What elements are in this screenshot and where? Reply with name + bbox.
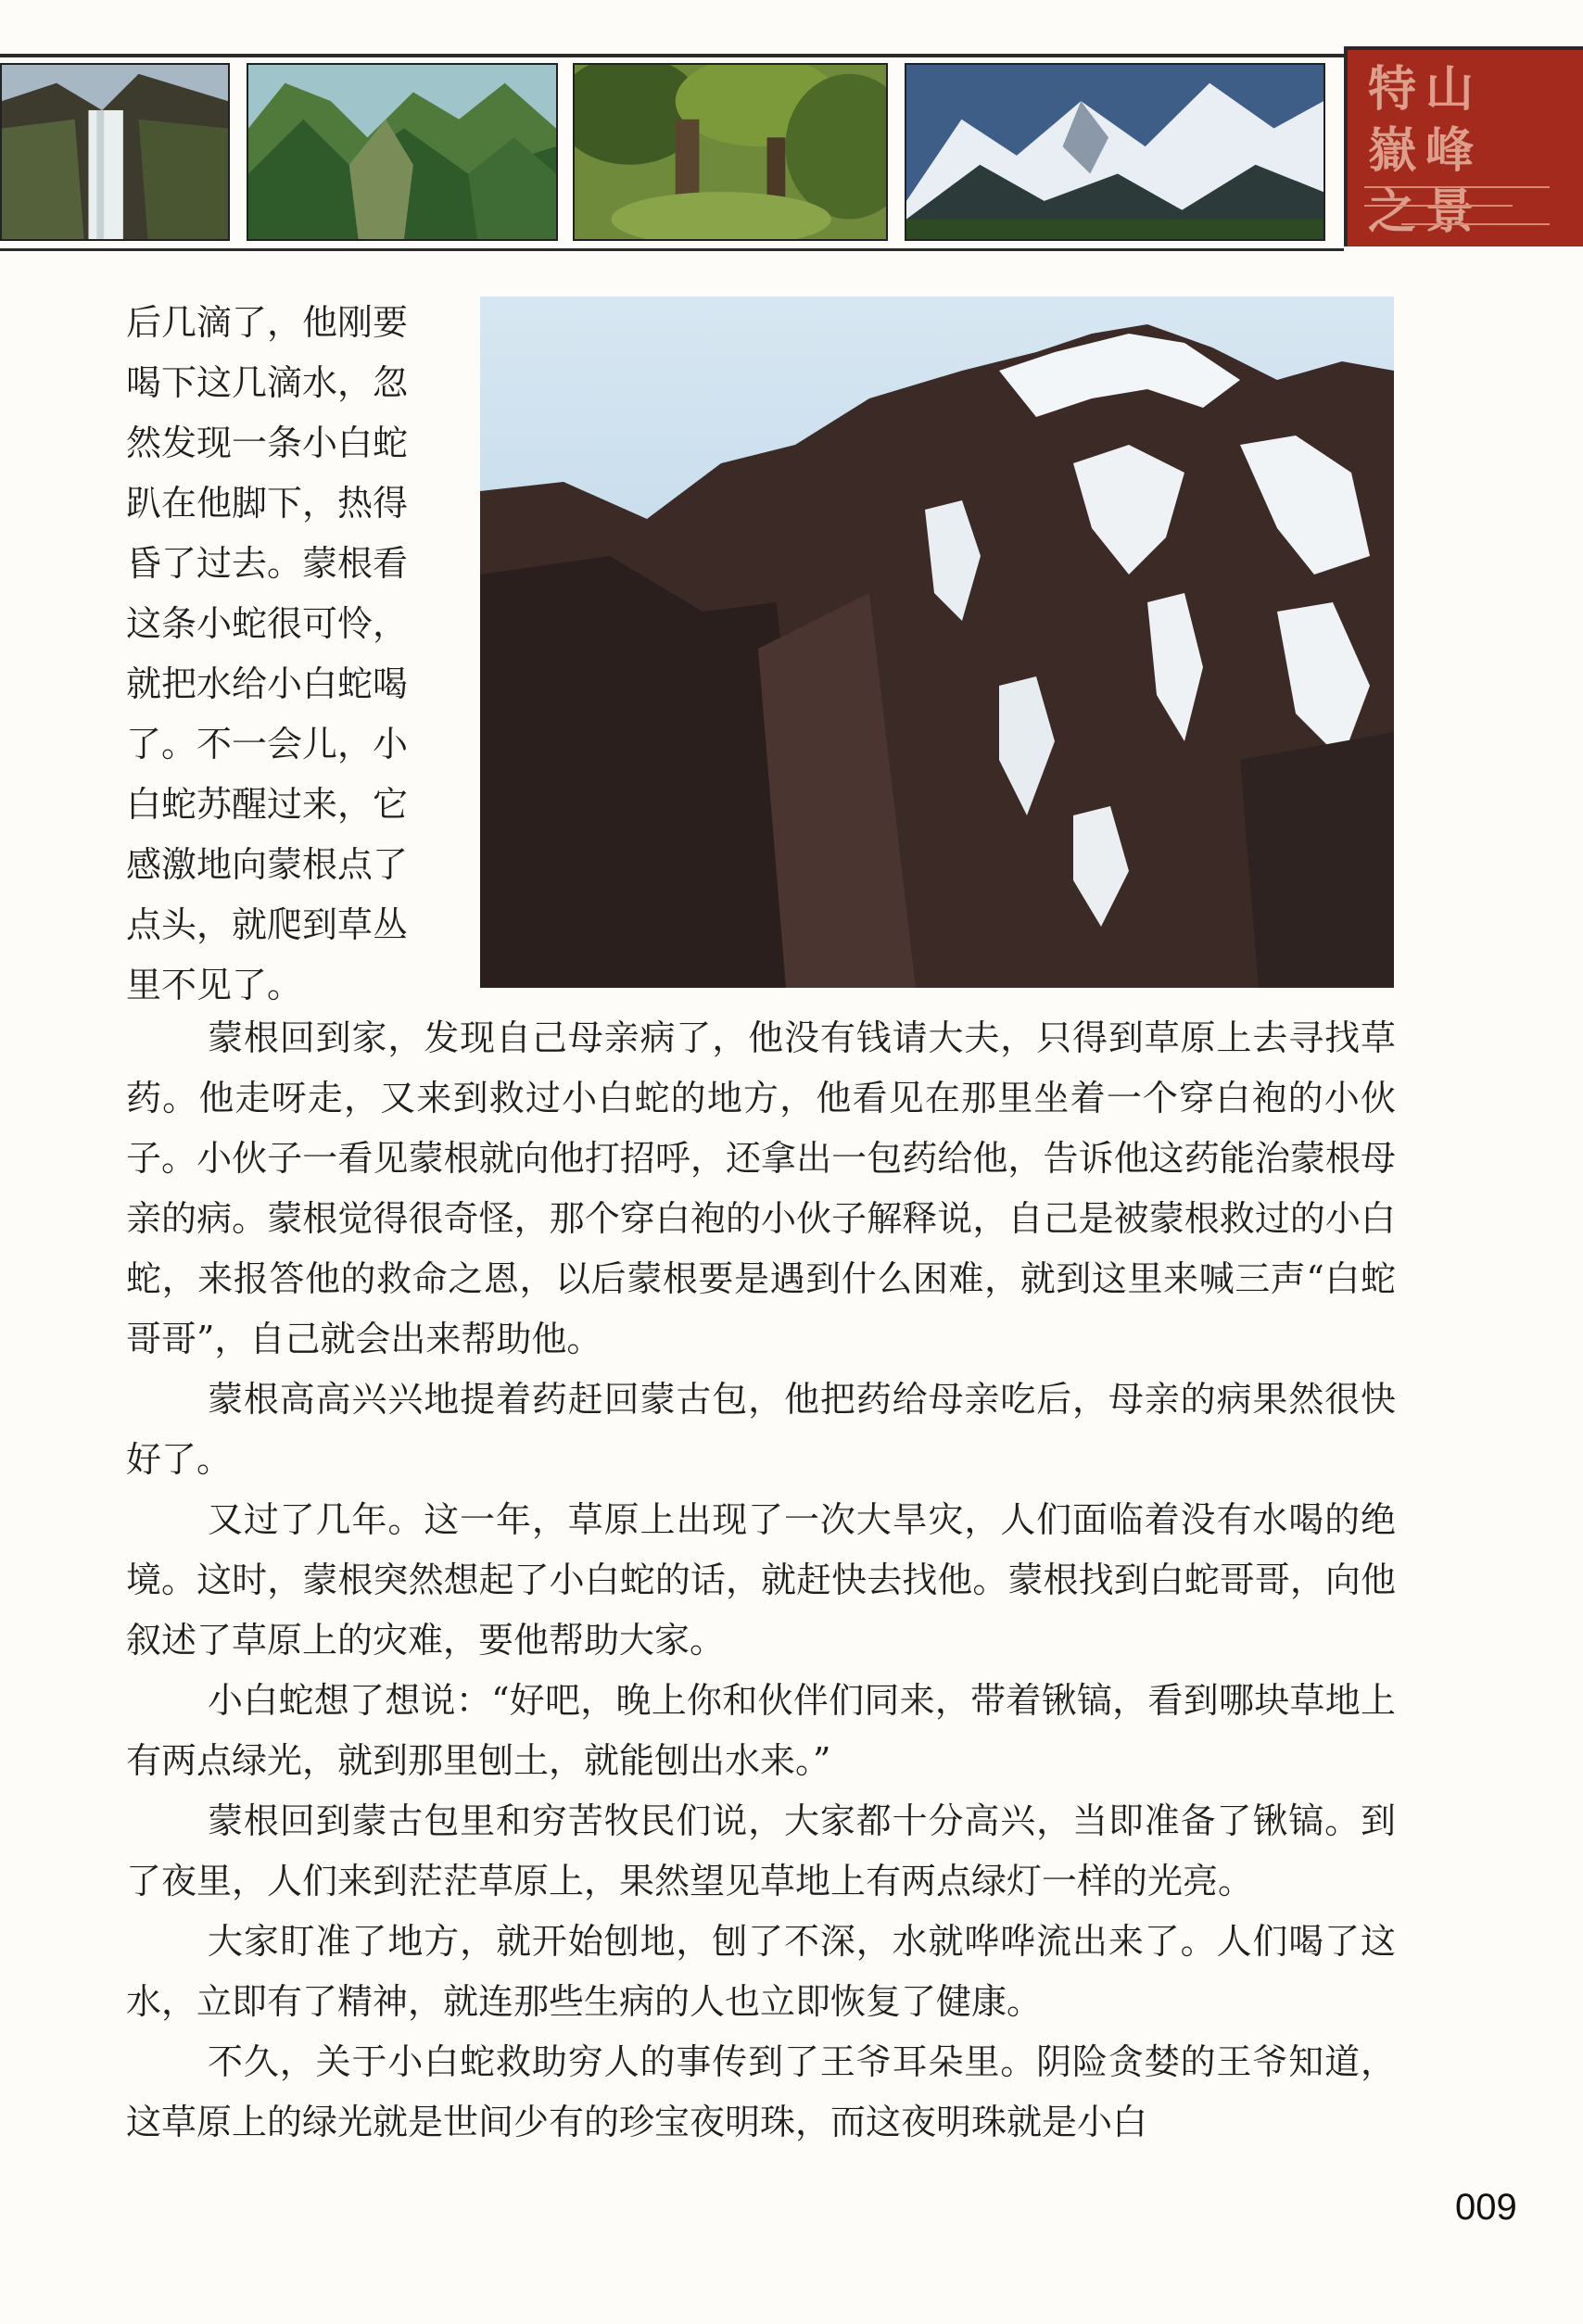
snowy-mountains-photo bbox=[905, 63, 1325, 241]
header-rule-bottom bbox=[0, 248, 1344, 251]
waterfall-photo bbox=[0, 63, 230, 241]
text-line: 白蛇苏醒过来，它 bbox=[126, 784, 409, 825]
text-line: 喝下这几滴水，忽 bbox=[126, 362, 409, 403]
text-line: 昏了过去。蒙根看 bbox=[126, 543, 409, 584]
paragraph: 小白蛇想了想说：“好吧，晚上你和伙伴们同来，带着锹镐，看到哪块草地上有两点绿光，就到那里刨土，就能刨出水来。” bbox=[126, 1680, 1396, 1781]
paragraph: 蒙根高高兴兴地提着药赶回蒙古包，他把药给母亲吃后，母亲的病果然很快好了。 bbox=[126, 1379, 1396, 1480]
text-line: 了。不一会儿，小 bbox=[126, 724, 409, 764]
series-logo-mark bbox=[1364, 178, 1550, 234]
text-line: 里不见了。 bbox=[126, 965, 303, 1005]
narrow-text-column bbox=[126, 293, 460, 1016]
snowy-mountain-ridge-photo bbox=[480, 297, 1394, 988]
page-number: 009 bbox=[1455, 2187, 1517, 2228]
series-title-tab bbox=[1344, 46, 1583, 246]
paragraph: 不久，关于小白蛇救助穷人的事传到了王爷耳朵里。阴险贪婪的王爷知道，这草原上的绿光就是世间少有的珍宝夜明珠，而这夜明珠就是小白 bbox=[126, 2041, 1396, 2142]
green-peaks-photo bbox=[247, 63, 558, 241]
text-line: 就把水给小白蛇喝 bbox=[126, 663, 409, 704]
paragraph: 又过了几年。这一年，草原上出现了一次大旱灾，人们面临着没有水喝的绝境。这时，蒙根突然想起了小白蛇的话，就赶快去找他。蒙根找到白蛇哥哥，向他叙述了草原上的灾难，要他帮助大家。 bbox=[126, 1499, 1396, 1661]
series-title: 特山嶽峰之景 bbox=[1368, 61, 1484, 240]
paragraph: 蒙根回到家，发现自己母亲病了，他没有钱请大夫，只得到草原上去寻找草药。他走呀走，又来到救过小白蛇的地方，他看见在那里坐着一个穿白袍的小伙子。小伙子一看见蒙根就向他打招呼，还拿出一包药给他，告诉他这药能治蒙根母亲的病。蒙根觉得很奇怪，那个穿白袍的小伙子解释说，自己是被蒙根救过的小白蛇，来报答他的救命之恩，以后蒙根要是遇到什么困难，就到这里来喊三声“白蛇哥哥”，自己就会出来帮助他。 bbox=[126, 1017, 1396, 1359]
text-line: 趴在他脚下，热得 bbox=[126, 483, 409, 524]
text-line: 这条小蛇很可怜， bbox=[126, 603, 409, 644]
body-text bbox=[126, 1008, 1396, 2153]
text-line: 后几滴了，他刚要 bbox=[126, 302, 409, 343]
forest-trees-photo bbox=[573, 63, 888, 241]
header-rule-top bbox=[0, 54, 1344, 57]
text-line: 然发现一条小白蛇 bbox=[126, 423, 409, 463]
paragraph: 蒙根回到蒙古包里和穷苦牧民们说，大家都十分高兴，当即准备了锹镐。到了夜里，人们来到茫茫草原上，果然望见草地上有两点绿灯一样的光亮。 bbox=[126, 1800, 1396, 1901]
text-line: 感激地向蒙根点了 bbox=[126, 844, 409, 885]
paragraph: 大家盯准了地方，就开始刨地，刨了不深，水就哗哗流出来了。人们喝了这水，立即有了精神，就连那些生病的人也立即恢复了健康。 bbox=[126, 1921, 1396, 2022]
text-line: 点头，就爬到草丛 bbox=[126, 904, 409, 945]
